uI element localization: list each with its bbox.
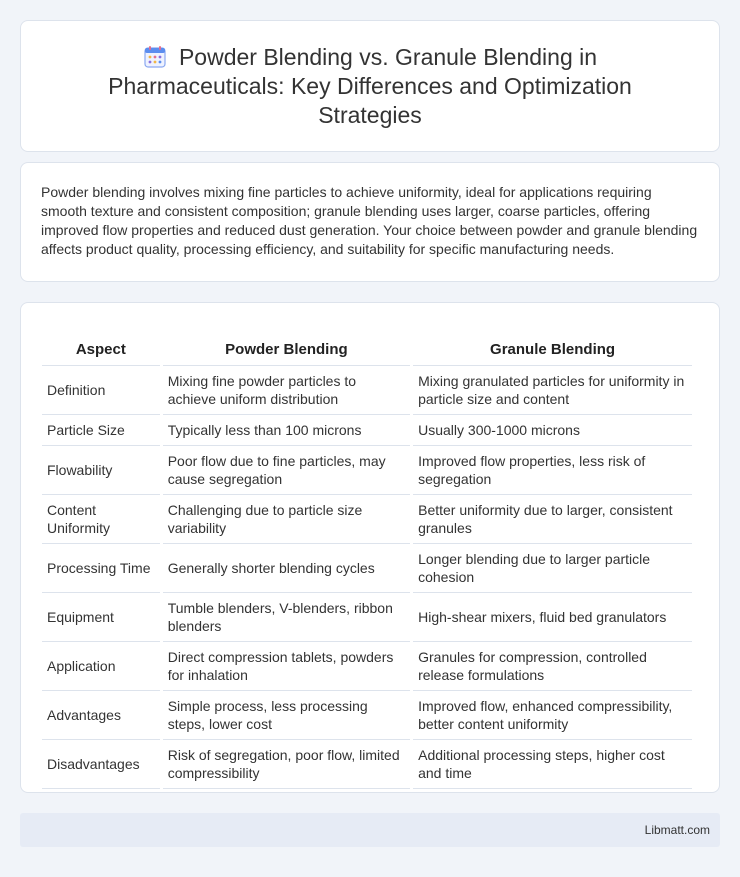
page-title-text: Powder Blending vs. Granule Blending in Pharmaceuticals: Key Differences and Optimization Strategies: [108, 43, 632, 128]
row-aspect: Advantages: [42, 690, 160, 739]
row-aspect: Flowability: [42, 445, 160, 494]
header-aspect: Aspect: [75, 340, 126, 358]
table-row: [42, 592, 692, 641]
intro-text: Powder blending involves mixing fine particles to achieve uniformity, ideal for applications requiring smooth texture and consistent composition; granule blending uses larger, coarse particles, offering improved flow properties and reduced dust generation. Your choice between powder and granule blending affects product quality, processing efficiency, and suitability for specific manufacturing needs.: [41, 184, 698, 257]
row-powder: Tumble blenders, V-blenders, ribbon blenders: [163, 592, 410, 641]
row-powder: Challenging due to particle size variability: [163, 494, 410, 543]
table-row: [42, 543, 692, 592]
row-granule: Better uniformity due to larger, consistent granules: [413, 494, 692, 543]
table-row: [42, 494, 692, 543]
row-granule: Additional processing steps, higher cost and time: [413, 739, 692, 789]
row-powder: Direct compression tablets, powders for inhalation: [163, 641, 410, 690]
title-card: [20, 20, 720, 152]
table-row: [42, 414, 692, 445]
table-header-row: [42, 323, 692, 365]
row-powder: Simple process, less processing steps, lower cost: [163, 690, 410, 739]
row-powder: Generally shorter blending cycles: [163, 543, 410, 592]
header-powder-blending: Powder Blending: [225, 340, 348, 358]
row-granule: Improved flow properties, less risk of segregation: [413, 445, 692, 494]
row-powder: Mixing fine powder particles to achieve uniform distribution: [163, 365, 410, 414]
row-aspect: Processing Time: [42, 543, 160, 592]
comparison-card: [20, 302, 720, 793]
calendar-icon: [143, 45, 169, 69]
table-row: [42, 445, 692, 494]
table-row: [42, 739, 692, 789]
row-aspect: Content Uniformity: [42, 494, 160, 543]
row-granule: Granules for compression, controlled release formulations: [413, 641, 692, 690]
row-aspect: Application: [42, 641, 160, 690]
page-title: [70, 43, 670, 130]
comparison-table: [39, 323, 695, 789]
row-powder: Poor flow due to fine particles, may cause segregation: [163, 445, 410, 494]
row-granule: Improved flow, enhanced compressibility, better content uniformity: [413, 690, 692, 739]
row-aspect: Disadvantages: [42, 739, 160, 789]
table-row: [42, 365, 692, 414]
row-powder: Risk of segregation, poor flow, limited compressibility: [163, 739, 410, 789]
table-row: [42, 641, 692, 690]
row-powder: Typically less than 100 microns: [163, 414, 410, 445]
row-aspect: Equipment: [42, 592, 160, 641]
table-row: [42, 690, 692, 739]
footer: [20, 813, 720, 847]
row-aspect: Definition: [42, 365, 160, 414]
header-granule-blending: Granule Blending: [490, 340, 616, 358]
row-granule: Mixing granulated particles for uniformity in particle size and content: [413, 365, 692, 414]
row-aspect: Particle Size: [42, 414, 160, 445]
footer-brand-link[interactable]: Libmatt.com: [644, 823, 710, 837]
intro-card: [20, 162, 720, 282]
row-granule: Longer blending due to larger particle cohesion: [413, 543, 692, 592]
row-granule: High-shear mixers, fluid bed granulators: [413, 592, 692, 641]
row-granule: Usually 300-1000 microns: [413, 414, 692, 445]
